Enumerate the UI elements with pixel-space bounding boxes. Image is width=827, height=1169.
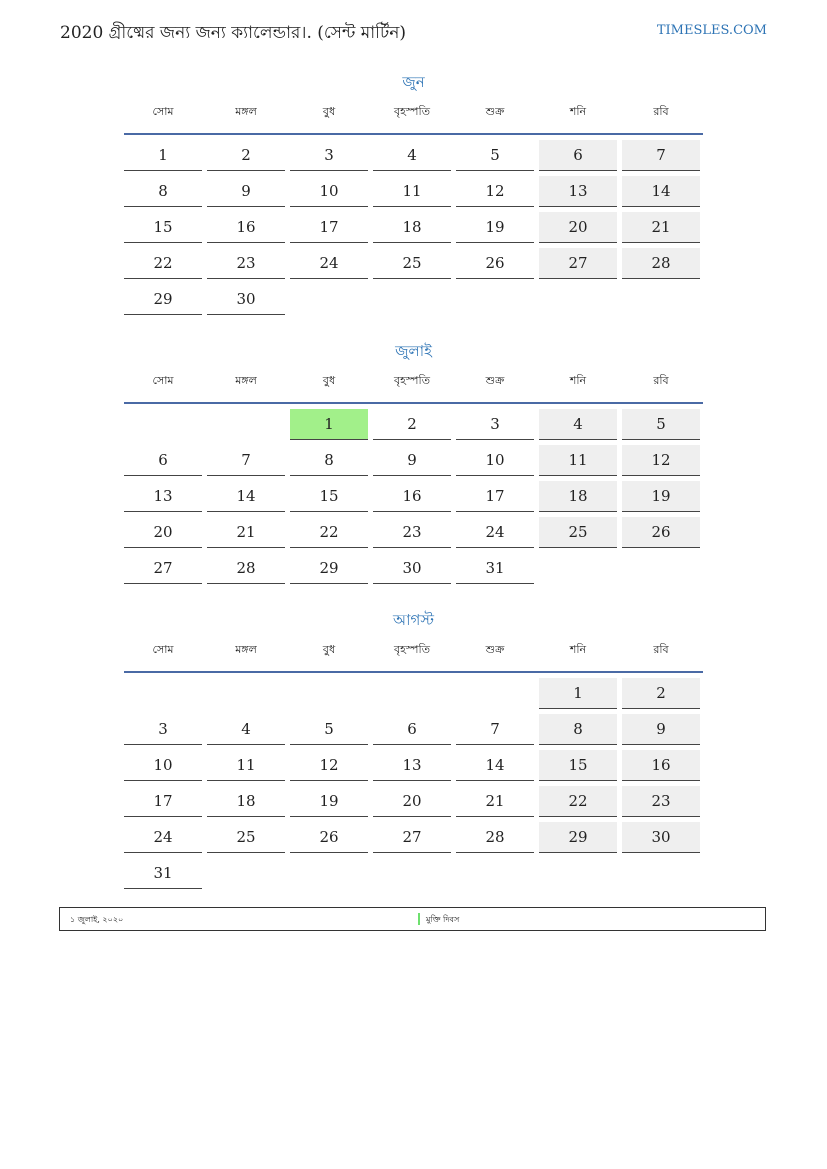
empty-day-cell bbox=[456, 678, 534, 709]
weekday-label: রবি bbox=[653, 373, 669, 387]
day-cell: 10 bbox=[290, 176, 368, 207]
day-cell: 4 bbox=[373, 140, 451, 171]
day-cell: 3 bbox=[456, 409, 534, 440]
day-cell: 4 bbox=[539, 409, 617, 440]
day-cell: 30 bbox=[622, 822, 700, 853]
week-row bbox=[124, 858, 703, 894]
day-cell: 20 bbox=[539, 212, 617, 243]
week-row bbox=[124, 678, 703, 714]
week-row bbox=[124, 176, 703, 212]
weekday-label: শুক্র bbox=[485, 104, 505, 118]
day-cell: 21 bbox=[207, 517, 285, 548]
weekday-label: রবি bbox=[653, 104, 669, 118]
empty-day-cell bbox=[207, 678, 285, 709]
day-cell: 26 bbox=[622, 517, 700, 548]
month-block bbox=[124, 605, 703, 894]
day-cell: 11 bbox=[207, 750, 285, 781]
day-cell: 25 bbox=[539, 517, 617, 548]
day-cell: 5 bbox=[290, 714, 368, 745]
empty-day-cell bbox=[539, 553, 617, 584]
weekday-label: শনি bbox=[569, 642, 587, 656]
day-cell: 18 bbox=[207, 786, 285, 817]
day-cell: 5 bbox=[622, 409, 700, 440]
day-cell: 25 bbox=[373, 248, 451, 279]
day-cell: 12 bbox=[456, 176, 534, 207]
week-row bbox=[124, 284, 703, 320]
day-cell: 3 bbox=[290, 140, 368, 171]
weekday-header bbox=[124, 635, 703, 665]
weekday-header bbox=[124, 97, 703, 127]
day-cell: 22 bbox=[290, 517, 368, 548]
week-row bbox=[124, 445, 703, 481]
legend-date: ১ জুলাই, ২০২০ bbox=[70, 915, 124, 924]
day-cell: 28 bbox=[207, 553, 285, 584]
day-cell: 9 bbox=[622, 714, 700, 745]
week-row bbox=[124, 714, 703, 750]
empty-day-cell bbox=[124, 409, 202, 440]
empty-day-cell bbox=[622, 858, 700, 889]
brand-link[interactable]: TIMESLES.COM bbox=[656, 23, 767, 38]
day-cell: 9 bbox=[373, 445, 451, 476]
empty-day-cell bbox=[373, 284, 451, 315]
day-cell: 28 bbox=[456, 822, 534, 853]
day-cell: 22 bbox=[539, 786, 617, 817]
weekday-header bbox=[124, 366, 703, 396]
month-name: আগস্ট bbox=[393, 611, 434, 629]
day-cell: 16 bbox=[373, 481, 451, 512]
weekday-label: রবি bbox=[653, 642, 669, 656]
month-name: জুলাই bbox=[395, 342, 432, 360]
week-row bbox=[124, 409, 703, 445]
day-cell: 26 bbox=[290, 822, 368, 853]
day-cell: 10 bbox=[456, 445, 534, 476]
month-block bbox=[124, 336, 703, 589]
day-cell: 12 bbox=[622, 445, 700, 476]
day-cell: 14 bbox=[622, 176, 700, 207]
day-cell: 6 bbox=[539, 140, 617, 171]
header-divider bbox=[124, 671, 703, 673]
day-cell: 17 bbox=[290, 212, 368, 243]
day-cell: 31 bbox=[456, 553, 534, 584]
weekday-label: বৃহস্পতি bbox=[394, 373, 430, 387]
day-cell: 16 bbox=[207, 212, 285, 243]
day-cell: 15 bbox=[539, 750, 617, 781]
header-divider bbox=[124, 402, 703, 404]
weekday-label: মঙ্গল bbox=[235, 373, 257, 387]
day-cell: 3 bbox=[124, 714, 202, 745]
week-row bbox=[124, 517, 703, 553]
day-cell: 30 bbox=[373, 553, 451, 584]
weekday-label: বৃহস্পতি bbox=[394, 104, 430, 118]
legend-holiday-name: মুক্তি দিবস bbox=[426, 915, 460, 924]
day-cell: 16 bbox=[622, 750, 700, 781]
week-row bbox=[124, 786, 703, 822]
day-cell: 24 bbox=[456, 517, 534, 548]
weekday-label: শনি bbox=[569, 104, 587, 118]
day-cell: 14 bbox=[456, 750, 534, 781]
day-cell: 27 bbox=[539, 248, 617, 279]
weekday-label: বুধ bbox=[322, 373, 336, 387]
holiday-legend bbox=[59, 907, 766, 931]
empty-day-cell bbox=[124, 678, 202, 709]
day-cell: 2 bbox=[622, 678, 700, 709]
day-cell: 17 bbox=[124, 786, 202, 817]
week-row bbox=[124, 212, 703, 248]
day-cell: 19 bbox=[456, 212, 534, 243]
day-cell: 8 bbox=[290, 445, 368, 476]
day-cell: 30 bbox=[207, 284, 285, 315]
day-cell: 11 bbox=[539, 445, 617, 476]
empty-day-cell bbox=[539, 284, 617, 315]
day-cell: 2 bbox=[207, 140, 285, 171]
day-cell: 6 bbox=[124, 445, 202, 476]
day-cell: 7 bbox=[207, 445, 285, 476]
month-name: জুন bbox=[402, 73, 425, 91]
day-cell: 25 bbox=[207, 822, 285, 853]
empty-day-cell bbox=[622, 553, 700, 584]
empty-day-cell bbox=[622, 284, 700, 315]
day-cell: 8 bbox=[124, 176, 202, 207]
weekday-label: বুধ bbox=[322, 642, 336, 656]
week-row bbox=[124, 750, 703, 786]
day-cell: 12 bbox=[290, 750, 368, 781]
day-cell: 27 bbox=[124, 553, 202, 584]
day-cell: 23 bbox=[207, 248, 285, 279]
day-cell: 18 bbox=[373, 212, 451, 243]
empty-day-cell bbox=[456, 858, 534, 889]
day-cell: 7 bbox=[622, 140, 700, 171]
day-cell: 23 bbox=[373, 517, 451, 548]
day-cell: 13 bbox=[373, 750, 451, 781]
day-cell: 26 bbox=[456, 248, 534, 279]
day-cell: 13 bbox=[124, 481, 202, 512]
day-cell: 17 bbox=[456, 481, 534, 512]
week-row bbox=[124, 481, 703, 517]
day-cell: 21 bbox=[622, 212, 700, 243]
day-cell: 28 bbox=[622, 248, 700, 279]
weekday-label: সোম bbox=[152, 373, 174, 387]
day-cell: 1 bbox=[539, 678, 617, 709]
header-divider bbox=[124, 133, 703, 135]
empty-day-cell bbox=[207, 409, 285, 440]
day-cell: 6 bbox=[373, 714, 451, 745]
day-cell: 18 bbox=[539, 481, 617, 512]
empty-day-cell bbox=[290, 858, 368, 889]
weekday-label: শনি bbox=[569, 373, 587, 387]
day-cell: 20 bbox=[373, 786, 451, 817]
day-cell: 15 bbox=[124, 212, 202, 243]
empty-day-cell bbox=[207, 858, 285, 889]
day-cell: 1 bbox=[290, 409, 368, 440]
day-cell: 27 bbox=[373, 822, 451, 853]
weekday-label: শুক্র bbox=[485, 642, 505, 656]
day-cell: 29 bbox=[290, 553, 368, 584]
day-cell: 19 bbox=[290, 786, 368, 817]
day-cell: 29 bbox=[539, 822, 617, 853]
legend-color-swatch bbox=[418, 913, 420, 925]
day-cell: 2 bbox=[373, 409, 451, 440]
day-cell: 31 bbox=[124, 858, 202, 889]
day-cell: 4 bbox=[207, 714, 285, 745]
day-cell: 1 bbox=[124, 140, 202, 171]
week-row bbox=[124, 140, 703, 176]
empty-day-cell bbox=[373, 678, 451, 709]
page-title: 2020 গ্রীষ্মের জন্য জন্য ক্যালেন্ডার।. (সেন্ট মার্টিন) bbox=[60, 23, 407, 43]
day-cell: 13 bbox=[539, 176, 617, 207]
empty-day-cell bbox=[290, 678, 368, 709]
day-cell: 21 bbox=[456, 786, 534, 817]
week-row bbox=[124, 248, 703, 284]
day-cell: 22 bbox=[124, 248, 202, 279]
day-cell: 29 bbox=[124, 284, 202, 315]
day-cell: 14 bbox=[207, 481, 285, 512]
day-cell: 19 bbox=[622, 481, 700, 512]
week-row bbox=[124, 822, 703, 858]
day-cell: 24 bbox=[290, 248, 368, 279]
empty-day-cell bbox=[373, 858, 451, 889]
day-cell: 23 bbox=[622, 786, 700, 817]
month-block bbox=[124, 67, 703, 320]
weekday-label: মঙ্গল bbox=[235, 642, 257, 656]
day-cell: 5 bbox=[456, 140, 534, 171]
weekday-label: শুক্র bbox=[485, 373, 505, 387]
weekday-label: সোম bbox=[152, 642, 174, 656]
weekday-label: বুধ bbox=[322, 104, 336, 118]
day-cell: 20 bbox=[124, 517, 202, 548]
day-cell: 15 bbox=[290, 481, 368, 512]
day-cell: 9 bbox=[207, 176, 285, 207]
week-row bbox=[124, 553, 703, 589]
weekday-label: মঙ্গল bbox=[235, 104, 257, 118]
day-cell: 8 bbox=[539, 714, 617, 745]
empty-day-cell bbox=[539, 858, 617, 889]
empty-day-cell bbox=[290, 284, 368, 315]
day-cell: 24 bbox=[124, 822, 202, 853]
day-cell: 11 bbox=[373, 176, 451, 207]
day-cell: 10 bbox=[124, 750, 202, 781]
weekday-label: সোম bbox=[152, 104, 174, 118]
day-cell: 7 bbox=[456, 714, 534, 745]
empty-day-cell bbox=[456, 284, 534, 315]
weekday-label: বৃহস্পতি bbox=[394, 642, 430, 656]
